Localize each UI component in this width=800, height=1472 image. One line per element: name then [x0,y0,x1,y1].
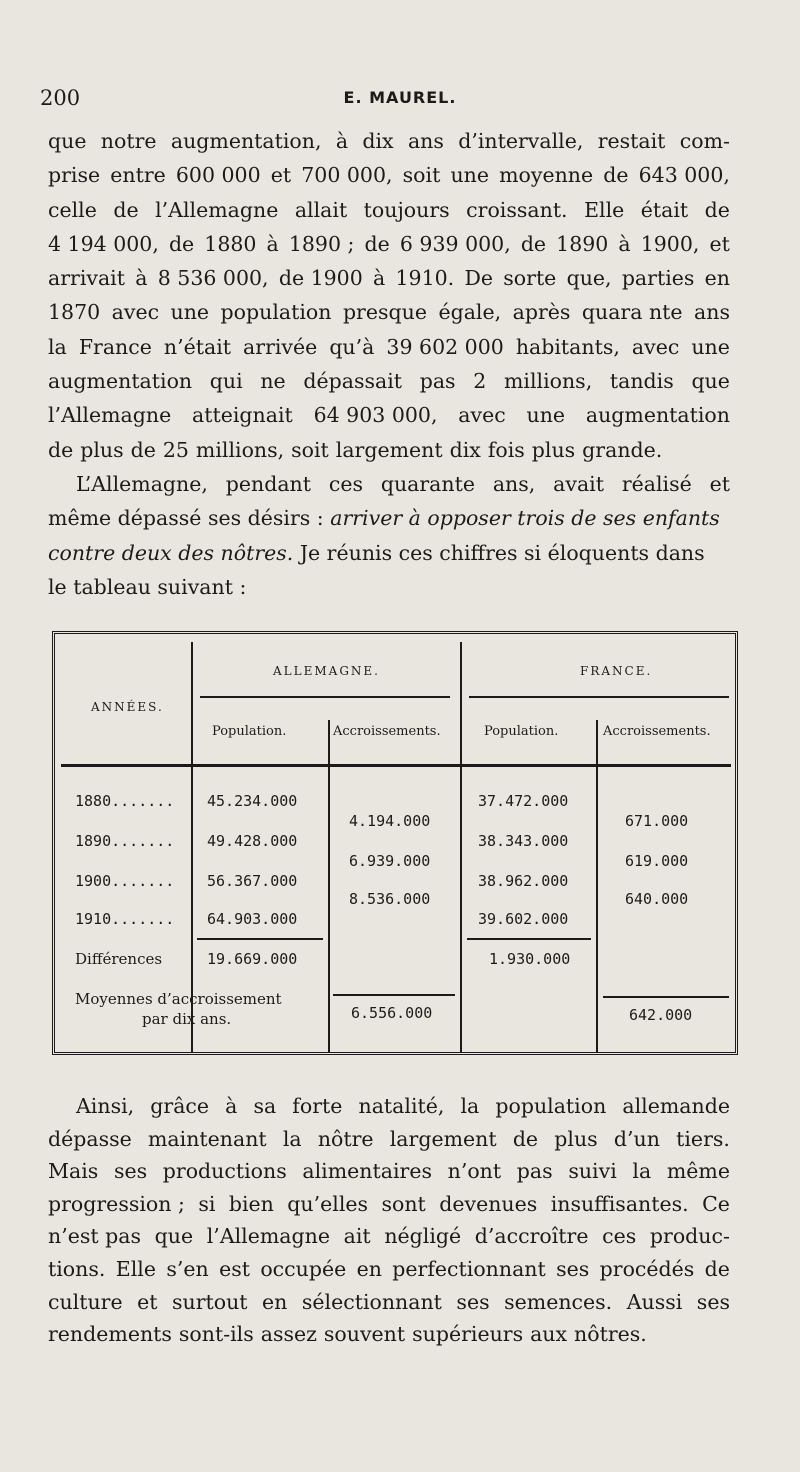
fr-population-cell: 38.962.000 [478,872,569,890]
para1-line-2 [48,158,730,192]
para3-line-3 [48,1155,730,1188]
differences-label: Différences [75,950,163,968]
word: ces [602,1224,637,1249]
word: sélectionnant [301,1289,442,1314]
word: même [666,1159,730,1184]
de-population-cell: 64.903.000 [207,910,298,928]
differences-fr: 1.930.000 [489,950,571,968]
word: et [270,163,292,188]
word: est [219,1256,250,1281]
word: à [373,266,386,291]
word: l’Allemagne [206,1224,330,1249]
word: nôtres. [574,1322,647,1347]
word: souvent [323,1322,406,1347]
word: s’en [166,1256,209,1281]
word: que [691,369,730,394]
word: dix [362,129,394,153]
de-accroissement-cell: 8.536.000 [349,890,431,908]
row-label: 1880....... [75,792,175,810]
word: que [154,1224,194,1249]
word: notre [100,129,157,153]
word: produc- [649,1224,730,1249]
word: de [168,231,195,256]
header-annees: ANNÉES. [91,700,164,714]
header-fr-accroissements: Accroissements. [603,724,711,739]
text-span: même dépassé ses désirs : [48,506,331,531]
word: alimentaires [302,1159,432,1184]
header-de-accroissements: Accroissements. [333,724,441,739]
word: semences. [504,1289,613,1314]
para1-line-10 [48,433,730,467]
word: progression ; [48,1191,185,1216]
word: De [464,266,494,291]
header-de-population: Population. [212,724,287,739]
word: grâce [150,1094,210,1118]
word: égale, [438,300,502,325]
word: bien [228,1191,274,1216]
moyennes-fr: 642.000 [629,1006,693,1024]
word: suivi [568,1159,617,1184]
text-span: Je réunis ces chiffres si éloquents dans [293,540,705,565]
word: à [135,266,148,291]
word: la [282,1126,302,1151]
differences-de: 19.669.000 [207,950,298,968]
word: dépassait [303,369,403,394]
para1-line-8 [48,364,730,398]
word: de 1900 [278,266,363,291]
word: restait [597,129,666,153]
word: Elle [584,197,625,222]
para1-line-6 [48,295,730,329]
word: sont [381,1191,426,1216]
word: avec [458,403,506,428]
para1-line-7 [48,330,730,364]
fr-accroissement-cell: 619.000 [625,852,689,870]
word: d’intervalle, [458,129,584,153]
de-population-cell: 56.367.000 [207,872,298,890]
paragraph-2-line-2 [48,501,730,535]
word: grande. [582,437,663,462]
word: celle [48,197,97,222]
word: de [520,231,547,256]
word: largement [335,437,443,462]
word: maintenant [147,1126,267,1151]
word: Mais [48,1159,99,1184]
word: largement [389,1126,497,1151]
word: n’est pas [48,1224,141,1249]
word: 4 194 000, [48,231,159,256]
word: 1910. [395,266,455,291]
word: soit [402,163,441,188]
word: en [356,1256,382,1281]
word: supérieurs [412,1322,524,1347]
word: 2 [473,369,487,394]
header-france: FRANCE. [580,664,653,678]
word: 1870 [48,300,101,325]
word: qu’à [329,334,375,359]
word: de [512,1126,539,1151]
word: à [335,129,349,153]
word: en [704,266,730,291]
word: surtout [172,1289,248,1314]
word: natalité, [358,1094,445,1118]
word: de [704,197,730,222]
para3-line-4 [48,1188,730,1221]
word: 1890 [556,231,609,256]
word: culture [48,1289,123,1314]
word: l’Allemagne [155,197,279,222]
word: de [364,231,390,256]
word: 6 939 000, [399,231,511,256]
paragraph-2-line-4 [48,570,730,604]
word: allait [294,197,348,222]
para1-line-4 [48,227,730,261]
word: perfectionnant [392,1256,546,1281]
paragraph-2-line-3 [48,536,730,570]
word: arrivait [48,266,125,291]
word: rendements [48,1322,172,1347]
word: arrivée [243,334,318,359]
para3-line-2 [48,1123,730,1156]
italic-span: contre deux des nôtres. [48,540,294,565]
word: n’était [163,334,232,359]
word: 39 602 000 [386,334,504,359]
page-header [40,86,760,116]
word: Elle [115,1256,156,1281]
moyennes-de: 6.556.000 [351,1004,433,1022]
running-title: E. MAUREL. [343,88,457,107]
word: et [137,1289,158,1314]
population-table [52,631,738,1055]
word: entre [110,163,166,188]
word: population [220,300,332,325]
word: une [526,403,566,428]
word: de [603,163,629,188]
word: quarante [380,472,475,496]
word: habitants, [515,334,620,359]
word: 600 000 [175,163,261,188]
paragraph-2-line-1 [48,467,730,501]
page-number: 200 [40,86,81,110]
word: avec [111,300,160,325]
word: pas [419,369,456,394]
word: ne [260,369,286,394]
paragraph-2 [48,467,730,604]
word: 8 536 000, [157,266,269,291]
word: l’Allemagne [48,403,172,428]
word: ses [696,1289,730,1314]
word: si [198,1191,216,1216]
word: Ainsi, [76,1094,135,1118]
word: devenues [439,1191,538,1216]
para1-line-5 [48,261,730,295]
word: réalisé [621,472,692,496]
word: forte [292,1094,343,1118]
word: en [262,1289,288,1314]
row-label: 1910....... [75,910,175,928]
fr-population-cell: 39.602.000 [478,910,569,928]
moyennes-label-1: Moyennes d’accroissement [75,990,282,1008]
word: de [704,1256,730,1281]
word: plus [554,1126,598,1151]
row-label: 1890....... [75,832,175,850]
word: dépasse [48,1126,132,1151]
word: toujours [363,197,450,222]
word: avec [631,334,680,359]
word: ans [407,129,444,153]
de-population-cell: 49.428.000 [207,832,298,850]
word: et [709,472,730,496]
word: insuffisantes. [550,1191,689,1216]
word: n’ont [447,1159,502,1184]
word: d’accroître [474,1224,589,1249]
fr-accroissement-cell: 671.000 [625,812,689,830]
word: presque [342,300,427,325]
word: pendant [225,472,311,496]
word: soit [291,437,329,462]
word: tions. [48,1256,106,1281]
word: prise [48,163,101,188]
para3-line-7 [48,1286,730,1319]
word: était [640,197,689,222]
word: la [632,1159,652,1184]
de-accroissement-cell: 4.194.000 [349,812,431,830]
word: une [170,300,210,325]
word: qu’elles [287,1191,369,1216]
word: aux [530,1322,568,1347]
word: occupée [260,1256,347,1281]
word: L’Allemagne, [76,472,208,496]
word: allemande [622,1094,730,1118]
word: ses [456,1289,490,1314]
word: assez [260,1322,317,1347]
word: ses [556,1256,590,1281]
word: de [48,437,74,462]
word: et [709,231,730,256]
word: plus [80,437,124,462]
word: 1880 [204,231,257,256]
word: de [113,197,139,222]
word: ait [343,1224,371,1249]
word: 25 [162,437,189,462]
para1-line-1 [48,124,730,158]
word: la [48,334,67,359]
de-population-cell: 45.234.000 [207,792,298,810]
para1-line-3 [48,193,730,227]
italic-span: arriver à opposer trois de ses enfants [330,506,720,531]
word: millions, [195,437,285,462]
word: une [450,163,489,188]
word: augmentation, [170,129,322,153]
word: dix [449,437,481,462]
word: com- [679,129,730,153]
word: plus [531,437,576,462]
word: 1890 ; [288,231,355,256]
word: millions, [503,369,593,394]
word: après [512,300,571,325]
word: à [266,231,279,256]
fr-accroissement-cell: 640.000 [625,890,689,908]
word: ses [113,1159,148,1184]
word: Ce [702,1191,730,1216]
word: atteignait [192,403,293,428]
word: augmentation [48,369,193,394]
word: nôtre [317,1126,374,1151]
word: productions [162,1159,287,1184]
moyennes-label-2: par dix ans. [142,1010,232,1028]
word: sorte [503,266,557,291]
word: fois [487,437,525,462]
word: tiers. [676,1126,730,1151]
word: quara nte [581,300,683,325]
paragraph-1 [48,124,730,467]
word: ans, [492,472,536,496]
para3-line-6 [48,1253,730,1286]
word: croissant. [466,197,568,222]
text-span: le tableau suivant : [48,574,247,599]
header-allemagne: ALLEMAGNE. [273,664,380,678]
fr-population-cell: 37.472.000 [478,792,569,810]
word: à [225,1094,238,1118]
row-label: 1900....... [75,872,175,890]
word: à [618,231,631,256]
word: la [460,1094,480,1118]
word: ces [328,472,363,496]
word: 643 000, [638,163,730,188]
para3-line-1 [48,1090,730,1123]
word: augmentation [585,403,730,428]
para3-line-8 [48,1318,730,1351]
word: 64 903 000, [313,403,438,428]
de-accroissement-cell: 6.939.000 [349,852,431,870]
word: d’un [613,1126,660,1151]
para3-line-5 [48,1220,730,1253]
word: de [130,437,156,462]
word: tandis [609,369,674,394]
word: moyenne [499,163,594,188]
header-fr-population: Population. [484,724,559,739]
word: que [48,129,87,153]
word: négligé [384,1224,462,1249]
word: que, [566,266,612,291]
paragraph-3 [48,1090,730,1351]
word: 1900, [640,231,700,256]
word: qui [209,369,243,394]
word: 700 000, [301,163,393,188]
word: avait [553,472,604,496]
word: sont-ils [178,1322,254,1347]
para1-line-9 [48,398,730,432]
word: pas [516,1159,553,1184]
word: procédés [599,1256,695,1281]
word: parties [621,266,695,291]
word: Aussi [626,1289,683,1314]
word: sa [253,1094,277,1118]
fr-population-cell: 38.343.000 [478,832,569,850]
word: population [495,1094,607,1118]
word: ans [694,300,730,325]
word: France [78,334,152,359]
word: une [691,334,730,359]
